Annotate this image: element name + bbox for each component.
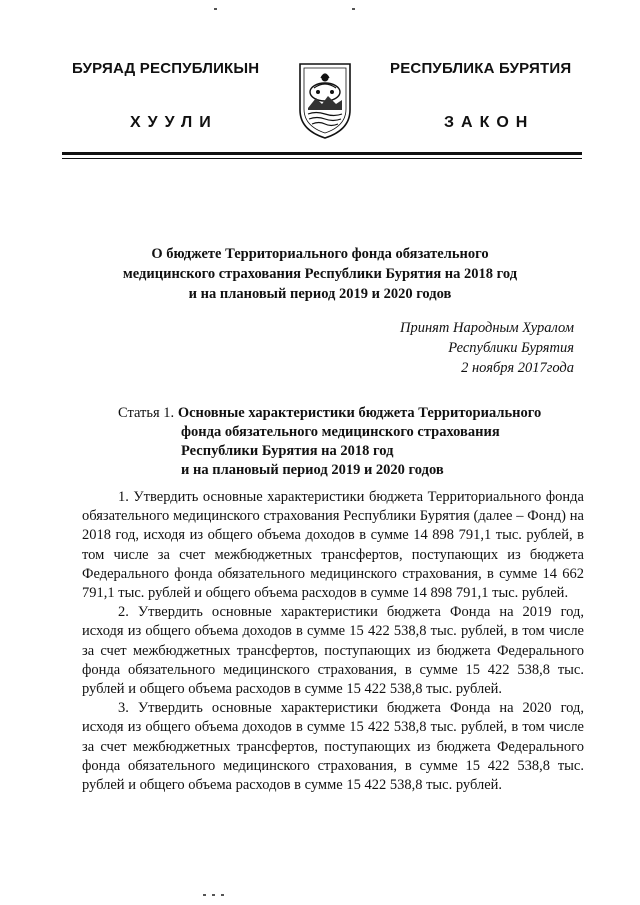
article-label: Статья 1.	[118, 405, 175, 421]
law-title-line: медицинского страхования Республики Бурятия на 2018 год	[122, 266, 518, 282]
header-buryat-republic: БУРЯАД РЕСПУБЛИКЫН	[72, 60, 260, 77]
header-divider-thin	[62, 158, 582, 159]
scan-mark	[212, 894, 215, 896]
header-khuuli: ХУУЛИ	[130, 114, 218, 131]
scan-mark	[352, 8, 355, 10]
header-republic-buryatia: РЕСПУБЛИКА БУРЯТИЯ	[390, 60, 572, 77]
law-title-line: О бюджете Территориального фонда обязательного	[151, 246, 489, 262]
coat-of-arms-icon	[296, 58, 354, 140]
article-title-line: Республики Бурятия на 2018 год	[181, 443, 394, 459]
paragraph: 3. Утвердить основные характеристики бюджета Фонда на 2020 год, исходя из общего объема доходов в сумме 15 422 538,8 тыс. рублей, в том числе за счет межбюджетных трансфертов, поступающих из бюджета Федерального фонда обязательного медицинского страхования, в сумме 15 422 538,8 тыс. рублей и общего объема расходов в сумме 15 422 538,8 тыс. рублей.	[82, 700, 584, 794]
header-zakon: ЗАКОН	[444, 114, 535, 131]
article-title-line: Основные характеристики бюджета Территориального	[177, 405, 542, 421]
article-body	[82, 488, 584, 795]
article-heading	[118, 404, 578, 480]
article-title-line: фонда обязательного медицинского страхования	[181, 424, 500, 440]
adoption-line: Республики Бурятия	[448, 340, 574, 356]
law-title	[90, 244, 550, 304]
adoption-note	[334, 318, 574, 378]
paragraph: 1. Утвердить основные характеристики бюджета Территориального фонда обязательного медицинского страхования Республики Бурятия (далее – Фонд) на 2018 год, исходя из общего объема доходов в сумме 14 898 791,1 тыс. рублей, в том числе за счет межбюджетных трансфертов, поступающих из бюджета Федерального фонда обязательного медицинского страхования, в сумме 14 662 791,1 тыс. рублей и общего объема расходов в сумме 14 898 791,1 тыс. рублей.	[82, 489, 584, 602]
adoption-line: Принят Народным Хуралом	[399, 320, 574, 336]
article-title-line: и на плановый период 2019 и 2020 годов	[181, 462, 444, 478]
adoption-date: 2 ноября 2017года	[461, 360, 574, 376]
scan-mark	[203, 894, 206, 896]
scan-mark	[214, 8, 217, 10]
scan-mark	[221, 894, 224, 896]
header-divider-thick	[62, 152, 582, 155]
paragraph: 2. Утвердить основные характеристики бюджета Фонда на 2019 год, исходя из общего объема доходов в сумме 15 422 538,8 тыс. рублей, в том числе за счет межбюджетных трансфертов, поступающих из бюджета Федерального фонда обязательного медицинского страхования, в сумме 15 422 538,8 тыс. рублей и общего объема расходов в сумме 15 422 538,8 тыс. рублей.	[82, 604, 584, 698]
law-title-line: и на плановый период 2019 и 2020 годов	[188, 286, 452, 302]
